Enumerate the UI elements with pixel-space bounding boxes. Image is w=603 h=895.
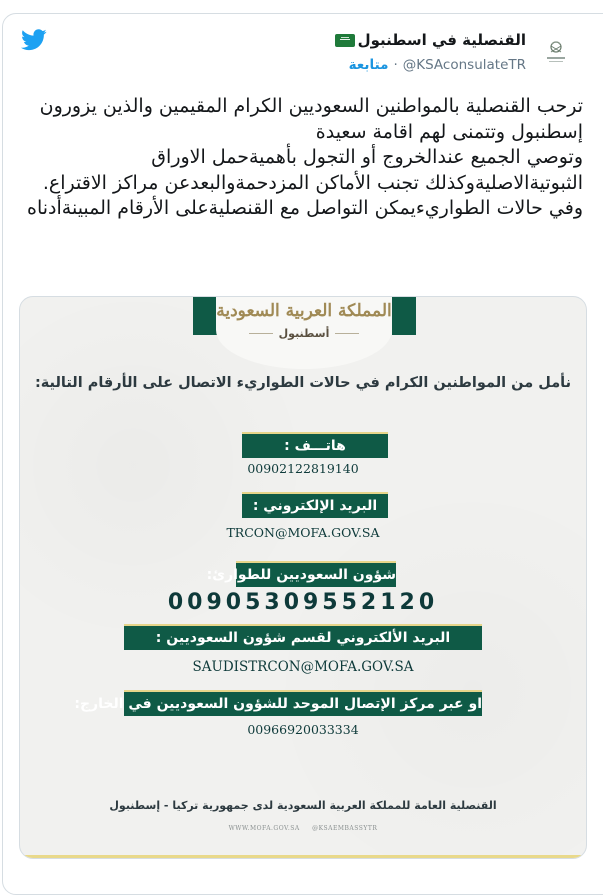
logo-city-row [249, 327, 360, 340]
avatar[interactable] [538, 36, 574, 72]
saudi-flag-icon [335, 34, 355, 47]
intro-text: نأمل من المواطنين الكرام في حالات الطواريء الاتصال على الأرقام التالية: [34, 375, 572, 391]
tweet-paragraph: ترحب القنصلية بالمواطنين السعوديين الكرام المقيمين والذين يزورون إسطنبول وتتمنى لهم اقامة سعيدة [39, 95, 583, 143]
footer-org: القنصلية العامة للمملكة العربية السعودية لدى جمهورية تركيا - إسطنبول [109, 799, 497, 812]
contact-value-email: TRCON@MOFA.GOV.SA [226, 525, 380, 540]
author-handle[interactable]: @KSAconsulateTR [402, 57, 526, 73]
consulate-emblem-icon [538, 36, 574, 72]
author-meta [349, 57, 526, 73]
contact-label-unified-center: او عبر مركز الإتصال الموحد للشؤون السعوديين في الخارج: [124, 690, 482, 716]
contact-value-affairs-email: SAUDISTRCON@MOFA.GOV.SA [192, 659, 414, 675]
tweet-paragraph: وفي حالات الطواريءيمكن التواصل مع القنصليةعلى الأرقام المبينةأدناه [27, 197, 583, 219]
contact-label-emergency: شؤون السعوديين للطوارئ: [236, 561, 396, 587]
tweet-media-image[interactable] [19, 296, 587, 859]
divider [249, 333, 273, 334]
follow-button[interactable]: متابعة [348, 57, 389, 73]
footer-links: WWW.MOFA.GOV.SA @KSAEMBASSYTR [228, 825, 378, 832]
contact-label-email: البريد الإلكتروني : [242, 492, 388, 518]
author-name[interactable] [335, 31, 526, 49]
author-display-name: القنصلية في اسطنبول [357, 31, 526, 49]
tweet-paragraph: وتوصي الجميع عندالخروج أو التجول بأهميةحمل الاوراق الثبوتيةالاصليةوكذلك تجنب الأماكن المزدحمةوالبعدعن مراكز الاقتراع. [42, 146, 583, 194]
logo-title: المملكة العربية السعودية [216, 301, 392, 321]
contact-value-phone: 00902122819140 [247, 461, 359, 476]
green-tab-left [193, 297, 217, 335]
contact-label-affairs-email: البريد الألكتروني لقسم شؤون السعوديين : [124, 624, 482, 650]
twitter-bird-icon[interactable] [21, 29, 47, 51]
bottom-accent-line [20, 855, 586, 858]
separator-dot: · [393, 57, 398, 73]
logo-city: أسطنبول [278, 327, 330, 340]
contact-value-emergency: 00905309552120 [167, 590, 439, 615]
green-tab-right [392, 297, 416, 335]
kingdom-logo [216, 297, 392, 369]
tweet-body [23, 94, 583, 222]
contact-label-phone: هاتـــف : [242, 432, 388, 458]
divider [335, 333, 359, 334]
contact-value-unified-center: 00966920033334 [247, 722, 359, 737]
